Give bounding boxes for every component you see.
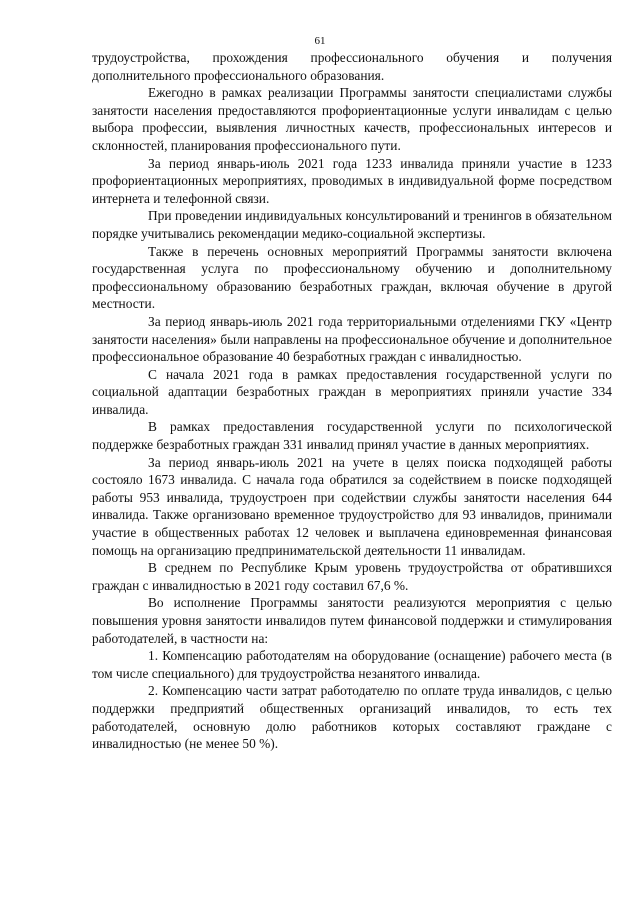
list-item-wage-compensation: 2. Компенсацию части затрат работодателю по оплате труда инвалидов, с целью поддержки предприятий общественных организаций инвалидов, то есть тех работодателей, основную долю работников которых составляют граждане с инвалидностью (не менее 50 %). (92, 683, 612, 752)
paragraph-job-search: За период январь-июль 2021 на учете в целях поиска подходящей работы состояло 1673 инвалида. С начала года обратился за содействием в поиске подходящей работы 953 инвалида, трудоустроен при содействии службы занятости населения 644 инвалида. Также организовано временное трудоустройство для 93 инвалидов, принимали участие в общественных работах 12 человек и выплачена единовременная финансовая помощь на организацию предпринимательской деятельности 11 инвалидам. (92, 454, 612, 558)
paragraph-career-events: За период январь-июль 2021 года 1233 инвалида приняли участие в 1233 профориентационных мероприятиях, проводимых в индивидуальной форме посредством интернета и телефонной связи. (92, 155, 612, 206)
page-number: 61 (314, 35, 326, 47)
paragraph-continuation: трудоустройства, прохождения профессионального обучения и получения дополнительного профессионального образования. (92, 50, 612, 83)
paragraph-career-guidance: Ежегодно в рамках реализации Программы занятости специалистами службы занятости населения предоставляются профориентационные услуги инвалидам с целью выбора профессии, выявления личностных качеств, профессиональных интересов и склонностей, планирования профессионального пути. (92, 85, 612, 153)
paragraph-social-adaptation: С начала 2021 года в рамках предоставления государственной услуги по социальной адаптации безработных граждан в мероприятиях приняли участие 334 инвалида. (92, 366, 612, 417)
document-body (92, 49, 612, 753)
paragraph-psychological-support: В рамках предоставления государственной услуги по психологической поддержке безработных граждан 331 инвалид принял участие в данных мероприятиях. (92, 419, 612, 453)
paragraph-training-service: Также в перечень основных мероприятий Программы занятости включена государственная услуга по профессиональному обучению и дополнительному профессиональному образованию безработных граждан, включая обучение в другой местности. (92, 243, 612, 312)
paragraph-employer-support: Во исполнение Программы занятости реализуются мероприятия с целью повышения уровня занятости инвалидов путем финансовой поддержки и стимулирования работодателей, в частности на: (92, 595, 612, 646)
list-item-workplace-compensation: 1. Компенсацию работодателям на оборудование (оснащение) рабочего места (в том числе специального) для трудоустройства незанятого инвалида. (92, 648, 612, 681)
paragraph-employment-rate: В среднем по Республике Крым уровень трудоустройства от обратившихся граждан с инвалидностью в 2021 году составил 67,6 %. (92, 560, 612, 593)
paragraph-training-referrals: За период январь-июль 2021 года территориальными отделениями ГКУ «Центр занятости населения» были направлены на профессиональное обучение и дополнительное профессиональное образование 40 безработных граждан с инвалидностью. (92, 313, 612, 365)
paragraph-consultations: При проведении индивидуальных консультирований и тренингов в обязательном порядке учитывались рекомендации медико-социальной экспертизы. (92, 208, 612, 241)
